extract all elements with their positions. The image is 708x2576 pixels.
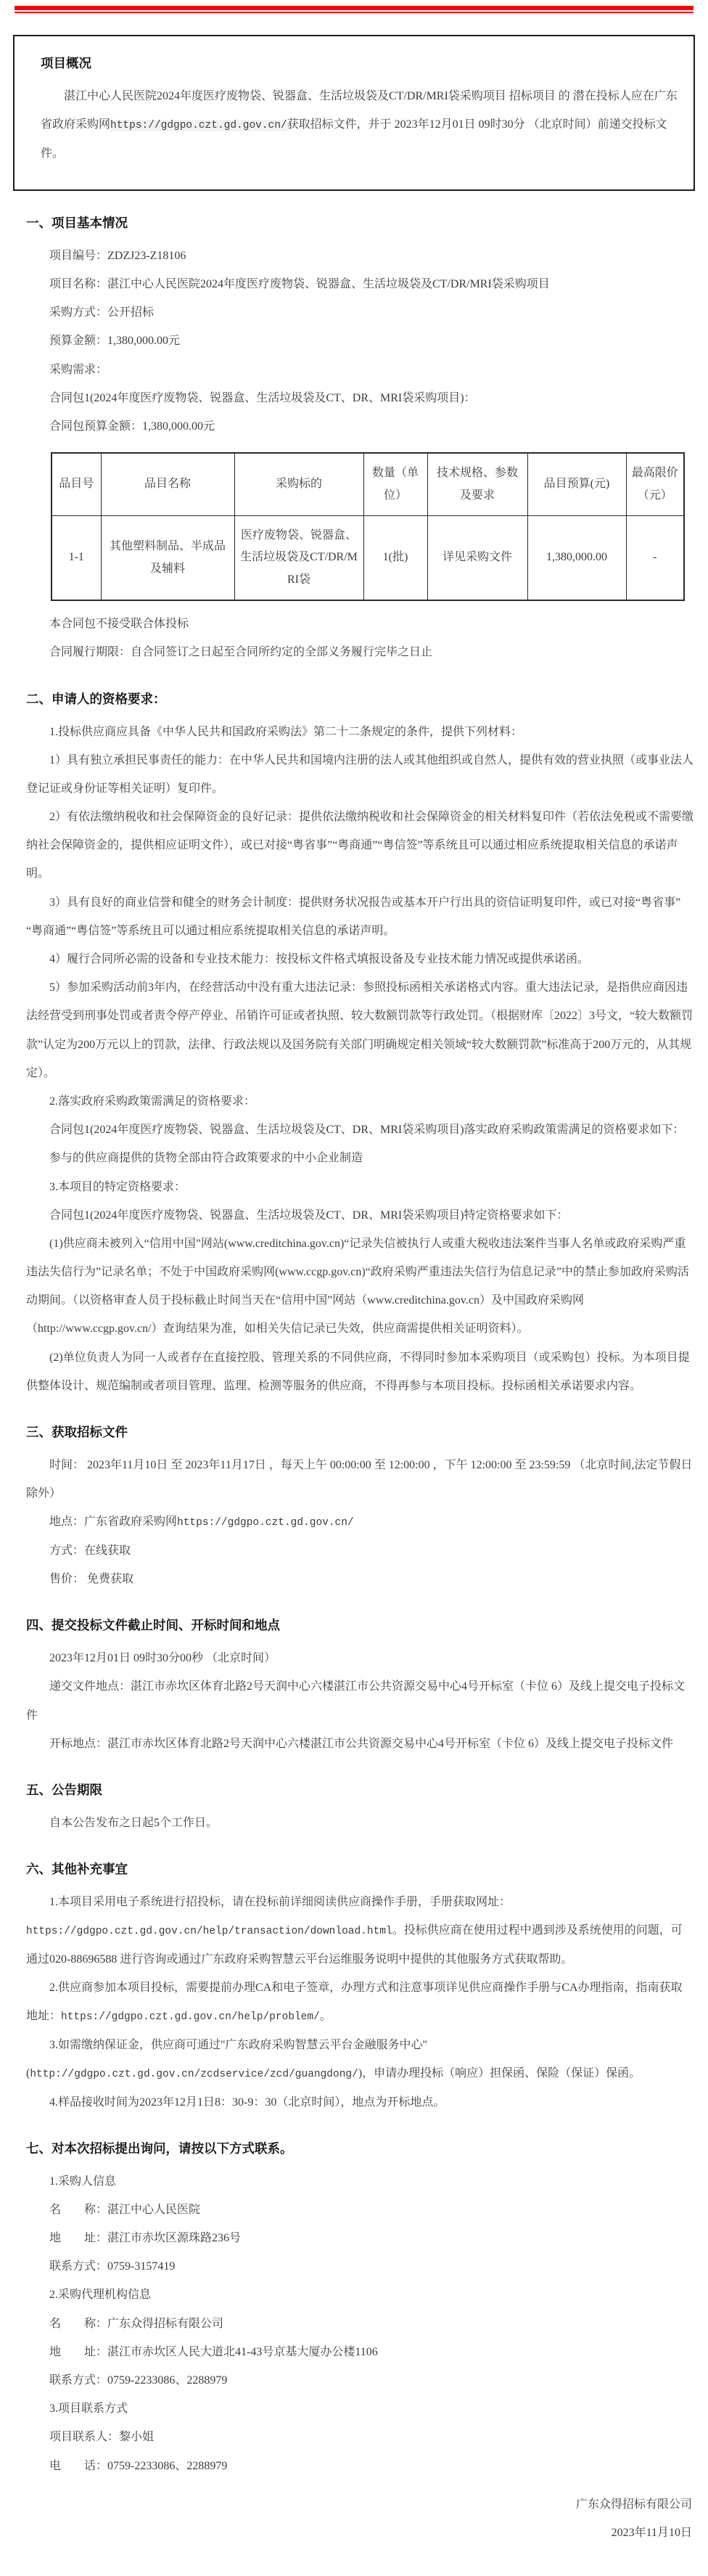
- doc-price-line: 售价： 免费获取: [49, 1573, 134, 1586]
- signature-block: [0, 2480, 708, 2576]
- submit-place-line: 递交文件地点：湛江市赤坎区体育北路2号天润中心六楼湛江市公共资源交易中心4号开标室（卡位 6）及线上提交电子投标文件: [26, 1680, 686, 1722]
- qualification-item: 2）有依法缴纳税收和社会保障资金的良好记录：提供依法缴纳税收和社会保障资金的相关材料复印件（若依法免税或不需要缴纳社会保障资金的，提供相应证明文件），或已对接“粤省事”“粤商通”“粤信签”等系统且可以通过相应系统提取相关信息的承诺声明。: [26, 811, 694, 880]
- cell-price-cap: -: [626, 515, 684, 600]
- procurement-site-url: https://gdgpo.czt.gd.gov.cn/: [110, 120, 287, 132]
- procurement-method-line: 采购方式：公开招标: [49, 306, 155, 319]
- col-header-price-cap: 最高限价（元）: [626, 453, 684, 515]
- qualification-item: 合同包1(2024年度医疗废物袋、锐器盒、生活垃圾袋及CT、DR、MRI袋采购项目)特定资格要求如下：: [49, 1209, 569, 1222]
- project-contact-person-line: 项目联系人：黎小姐: [49, 2431, 155, 2444]
- qualification-item: (2)单位负责人为同一人或者存在直接控股、管理关系的不同供应商，不得同时参加本采购项目（或采购包）投标。为本项目提供整体设计、规范编制或者项目管理、监理、检测等服务的供应商，不得再参与本项目投标。投标函相关承诺要求内容。: [26, 1351, 690, 1392]
- section7-heading: 七、对本次招标提出询问，请按以下方式联系。: [26, 2140, 293, 2156]
- top-red-bar: [15, 6, 693, 10]
- section4-heading: 四、提交投标文件截止时间、开标时间和地点: [26, 1618, 280, 1633]
- doc-obtain-place-url: https://gdgpo.czt.gd.gov.cn/: [177, 1517, 354, 1529]
- project-name-line: 项目名称：湛江中心人民医院2024年度医疗废物袋、锐器盒、生活垃圾袋及CT/DR/MRI袋采购项目: [49, 278, 550, 291]
- qualification-item: 1.投标供应商应具备《中华人民共和国政府采购法》第二十二条规定的条件，提供下列材料：: [49, 725, 523, 738]
- project-contact-phone-line: 电 话：0759-2233086、2288979: [49, 2459, 228, 2472]
- supplement-item-3: [26, 2031, 693, 2088]
- supplement-item-3-text: 3.如需缴纳保证金，供应商可通过"广东政府采购智慧云平台金融服务中心"(: [26, 2038, 428, 2080]
- col-header-specs: 技术规格、参数及要求: [427, 453, 527, 515]
- manual-download-url: https://gdgpo.czt.gd.gov.cn/help/transaction/download.html: [26, 1926, 392, 1938]
- doc-obtain-place-line: [26, 1508, 693, 1537]
- agency-info-title: 2.采购代理机构信息: [49, 2289, 152, 2302]
- agency-name-line: 名 称：广东众得招标有限公司: [49, 2317, 224, 2330]
- top-red-line: [15, 12, 693, 13]
- qualification-item: 4）履行合同所必需的设备和专业技术能力：按投标文件格式填报设备及专业技术能力情况或提供承诺函。: [49, 953, 590, 966]
- col-header-item-no: 品目号: [52, 453, 101, 515]
- section6-heading: 六、其他补充事宜: [26, 1862, 128, 1877]
- project-number-line: 项目编号：ZDZJ23-Z18106: [49, 249, 186, 262]
- supplement-item-2-text-after: 。: [319, 2010, 332, 2023]
- buyer-address-line: 地 址：湛江市赤坎区源珠路236号: [49, 2232, 242, 2245]
- section3-heading: 三、获取招标文件: [26, 1425, 128, 1440]
- qualification-item: 5）参加采购活动前3年内，在经营活动中没有重大违法记录：参照投标函相关承诺格式内容。重大违法记录，是指供应商因违法经营受到刑事处罚或者责令停产停业、吊销许可证或者执照、较大数额罚款等行政处罚。（根据财库〔2022〕3号文，“较大数额罚款”认定为200万元以上的罚款，法律、行政法规以及国务院有关部门明确规定相关领域“较大数额罚款”标准高于200万元的，从其规定）。: [26, 981, 693, 1079]
- qualification-item: 3.本项目的特定资格要求：: [49, 1180, 186, 1193]
- cell-budget: 1,380,000.00: [527, 515, 626, 600]
- agency-contact-line: 联系方式：0759-2233086、2288979: [49, 2374, 228, 2387]
- supplement-item-1-text: 1.本项目采用电子系统进行招投标，请在投标前详细阅读供应商操作手册，手册获取网址：: [49, 1896, 511, 1909]
- signature-date: 2023年11月10日: [611, 2526, 692, 2539]
- section5-heading: 五、公告期限: [26, 1783, 102, 1798]
- announcement-period-line: 自本公告发布之日起5个工作日。: [49, 1817, 218, 1830]
- cell-item-name: 其他塑料制品、半成品及辅料: [101, 515, 234, 600]
- ca-guide-url: https://gdgpo.czt.gd.gov.cn/help/problem/: [61, 2011, 320, 2024]
- buyer-info-title: 1.采购人信息: [49, 2175, 117, 2188]
- table-row: [52, 515, 684, 600]
- table-header-row: [52, 453, 684, 515]
- package-line: 合同包1(2024年度医疗废物袋、锐器盒、生活垃圾袋及CT、DR、MRI袋采购项目)：: [49, 391, 476, 404]
- cell-subject: 医疗废物袋、锐器盒、生活垃圾袋及CT/DR/MRI袋: [234, 515, 363, 600]
- qualification-item: 2.落实政府采购政策需满足的资格要求：: [49, 1095, 256, 1108]
- cell-specs: 详见采购文件: [427, 515, 527, 600]
- cell-quantity: 1(批): [363, 515, 427, 600]
- bid-deadline-line: 2023年12月01日 09时30分00秒 （北京时间）: [49, 1652, 276, 1665]
- supplement-item-2-text: 2.供应商参加本项目投标，需要提前办理CA和电子签章，办理方式和注意事项详见供应商操作手册与CA办理指南，指南获取地址：: [26, 1982, 683, 2023]
- doc-obtain-place-label: 地点：广东省政府采购网: [49, 1516, 178, 1529]
- overview-title: 项目概况: [41, 56, 91, 70]
- col-header-quantity: 数量（单位）: [363, 453, 427, 515]
- buyer-name-line: 名 称：湛江中心人民医院: [49, 2203, 201, 2216]
- finance-service-url: http://gdgpo.czt.gd.gov.cn/zcdservice/zcd/guangdong/: [30, 2069, 358, 2081]
- budget-line: 预算金额：1,380,000.00元: [49, 335, 181, 348]
- no-consortium-line: 本合同包不接受联合体投标: [49, 618, 189, 631]
- qualification-item: (1)供应商未被列入“信用中国”网站(www.creditchina.gov.cn)“记录失信被执行人或重大税收违法案件当事人名单或政府采购严重违法失信行为”记录名单；不处于中国政府采购网(www.ccgp.gov.cn)“政府采购严重违法失信行为信息记录”中的禁止参加政府采购活动期间。（以资格审查人员于投标截止时间当天在“信用中国”网站（www.creditchina.gov.cn）及中国政府采购网（http://www.ccgp.gov.cn/）查询结果为准，如相关失信记录已失效，供应商需提供相关证明资料）。: [26, 1237, 689, 1336]
- announcement-body: [0, 213, 708, 2480]
- section1-heading: 一、项目基本情况: [26, 215, 128, 230]
- cell-item-no: 1-1: [52, 515, 101, 600]
- qualification-item: 参与的供应商提供的货物全部由符合政策要求的中小企业制造: [49, 1152, 363, 1165]
- procurement-items-table: [51, 452, 685, 601]
- qualification-item: 1）具有独立承担民事责任的能力：在中华人民共和国境内注册的法人或其他组织或自然人，提供有效的营业执照（或事业法人登记证或身份证等相关证明）复印件。: [26, 753, 694, 795]
- supplement-item-1-text-after: 。投标供应商在使用过程中遇到涉及系统使用的问题，可通过020-88696588 进行咨询或通过广东政府采购智慧云平台运维服务说明中提供的其他服务方式获取帮助。: [26, 1924, 683, 1966]
- doc-obtain-time-line: 时间： 2023年11月10日 至 2023年11月17日 ，每天上午 00:00:00 至 12:00:00 ，下午 12:00:00 至 23:59:59 （北京时间,法定节假日除外）: [26, 1459, 693, 1500]
- doc-obtain-method-line: 方式：在线获取: [49, 1544, 131, 1557]
- contract-duration-line: 合同履行期限：自合同签订之日起至合同所约定的全部义务履行完毕之日止: [49, 646, 433, 659]
- overview-intro-text-after: 获取招标文件，并于 2023年12月01日 09时30分 （北京时间）前递交投标文件。: [41, 118, 667, 160]
- section2-heading: 二、申请人的资格要求：: [26, 691, 166, 706]
- project-contact-title: 3.项目联系方式: [49, 2403, 128, 2416]
- col-header-budget: 品目预算(元): [527, 453, 626, 515]
- project-overview-box: [13, 35, 695, 191]
- supplement-item-1: [26, 1888, 693, 1974]
- signature-company: 广东众得招标有限公司: [575, 2498, 692, 2511]
- qualification-item: 合同包1(2024年度医疗废物袋、锐器盒、生活垃圾袋及CT、DR、MRI袋采购项目)落实政府采购政策需满足的资格要求如下：: [49, 1124, 685, 1137]
- overview-intro-text: 湛江中心人民医院2024年度医疗废物袋、锐器盒、生活垃圾袋及CT/DR/MRI袋采购项目 招标项目 的 潜在投标人应在广东省政府采购网: [41, 90, 678, 131]
- agency-address-line: 地 址：湛江市赤坎区人民大道北41-43号京基大厦办公楼1106: [49, 2345, 378, 2358]
- col-header-item-name: 品目名称: [101, 453, 234, 515]
- supplement-item-2: [26, 1974, 693, 2031]
- package-budget-line: 合同包预算金额：1,380,000.00元: [49, 420, 215, 433]
- overview-intro: [41, 82, 679, 168]
- buyer-contact-line: 联系方式：0759-3157419: [49, 2260, 176, 2273]
- open-place-line: 开标地点：湛江市赤坎区体育北路2号天润中心六楼湛江市公共资源交易中心4号开标室（卡位 6）及线上提交电子投标文件: [49, 1737, 674, 1750]
- qualification-item: 3）具有良好的商业信誉和健全的财务会计制度：提供财务状况报告或基本开户行出具的资信证明复印件，或已对接“粤省事”“粤商通”“粤信签”等系统且可以通过相应系统提取相关信息的承诺声明。: [26, 896, 681, 937]
- demand-label-line: 采购需求：: [49, 363, 108, 376]
- col-header-subject: 采购标的: [234, 453, 363, 515]
- supplement-item-4: 4.样品接收时间为2023年12月1日8：30-9：30（北京时间），地点为开标地点。: [49, 2095, 445, 2109]
- supplement-item-3-text-after: )，申请办理投标（响应）担保函、保险（保证）保函。: [358, 2067, 641, 2080]
